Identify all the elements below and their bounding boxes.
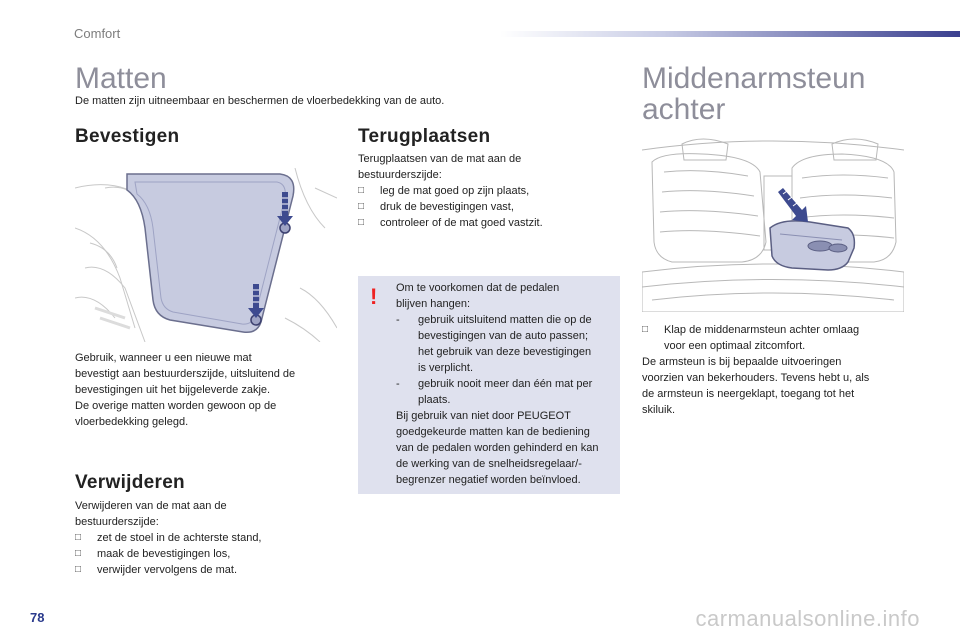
warning-item xyxy=(396,376,614,408)
text-line: Bij gebruik van niet door PEUGEOT xyxy=(396,410,571,422)
armrest-text xyxy=(642,322,912,418)
terugplaatsen-text xyxy=(358,151,620,231)
bullet-item: □ zet de stoel in de achterste stand, xyxy=(75,530,345,546)
warning-text xyxy=(396,280,614,488)
heading-bevestigen: Bevestigen xyxy=(75,126,180,147)
text-line: voor een optimaal zitcomfort. xyxy=(664,340,806,352)
dash-marker: - xyxy=(396,378,400,390)
page-number: 78 xyxy=(30,610,45,625)
floor-mat-illustration xyxy=(75,168,337,342)
armrest-title-line2: achter xyxy=(642,93,726,126)
bullet-item: □ controleer of de mat goed vastzit. xyxy=(358,215,620,231)
text-line: De armsteun is bij bepaalde uitvoeringen xyxy=(642,356,842,368)
text-line: gebruik uitsluitend matten die op de xyxy=(418,314,592,326)
section-label: Comfort xyxy=(74,26,121,41)
text-line: bevestigt aan bestuurderszijde, uitsluitend de xyxy=(75,368,296,380)
bullet-item: □ verwijder vervolgens de mat. xyxy=(75,562,345,578)
bevestigen-text xyxy=(75,350,345,430)
text-line: Verwijderen van de mat aan de xyxy=(75,500,227,512)
text-line: Om te voorkomen dat de pedalen xyxy=(396,282,560,294)
intro-text: De matten zijn uitneembaar en beschermen de vloerbedekking van de auto. xyxy=(75,95,445,107)
bullet-item: □ maak de bevestigingen los, xyxy=(75,546,345,562)
text-line: het gebruik van deze bevestigingen xyxy=(418,346,592,358)
text-line: bestuurderszijde: xyxy=(358,169,442,181)
text-line: vloerbedekking gelegd. xyxy=(75,416,189,428)
heading-verwijderen: Verwijderen xyxy=(75,472,185,493)
text-line: de armsteun is neergeklapt, toegang tot het xyxy=(642,388,855,400)
watermark-text: carmanualsonline.info xyxy=(695,606,920,631)
dash-marker: - xyxy=(396,314,400,326)
text-line: is verplicht. xyxy=(418,362,474,374)
text-line: voorzien van bekerhouders. Tevens hebt u, als xyxy=(642,372,870,384)
page-title: Matten xyxy=(75,62,167,95)
heading-terugplaatsen: Terugplaatsen xyxy=(358,126,491,147)
bullet-item xyxy=(642,322,912,354)
text-line: Gebruik, wanneer u een nieuwe mat xyxy=(75,352,252,364)
text-line: skiluik. xyxy=(642,404,676,416)
text-line: bestuurderszijde: xyxy=(75,516,159,528)
armrest-title-line1: Middenarmsteun xyxy=(642,62,866,95)
text-line: De overige matten worden gewoon op de xyxy=(75,400,277,412)
bullet-item: □ druk de bevestigingen vast, xyxy=(358,199,620,215)
text-line: de werking van de snelheidsregelaar/- xyxy=(396,458,582,470)
text-line: □ Klap de middenarmsteun achter omlaag xyxy=(664,324,860,336)
text-line: goedgekeurde matten kan de bediening xyxy=(396,426,590,438)
header-gradient-bar xyxy=(500,31,960,37)
text-line: begrenzer negatief worden beïnvloed. xyxy=(396,474,581,486)
text-line: bevestigingen van de auto passen; xyxy=(418,330,589,342)
bullet-item: □ leg de mat goed op zijn plaats, xyxy=(358,183,620,199)
rear-armrest-illustration xyxy=(642,132,904,312)
text-line: blijven hangen: xyxy=(396,298,471,310)
text-line: van de pedalen worden gehinderd en kan xyxy=(396,442,599,454)
warning-box xyxy=(358,276,620,494)
warning-exclamation-icon: ! xyxy=(370,284,378,309)
verwijderen-text xyxy=(75,498,345,578)
warning-item xyxy=(396,312,614,376)
text-line: plaats. xyxy=(418,394,451,406)
text-line: Terugplaatsen van de mat aan de xyxy=(358,153,522,165)
text-line: bevestigingen uit het bijgeleverde zakje. xyxy=(75,384,271,396)
text-line: gebruik nooit meer dan één mat per xyxy=(418,378,593,390)
